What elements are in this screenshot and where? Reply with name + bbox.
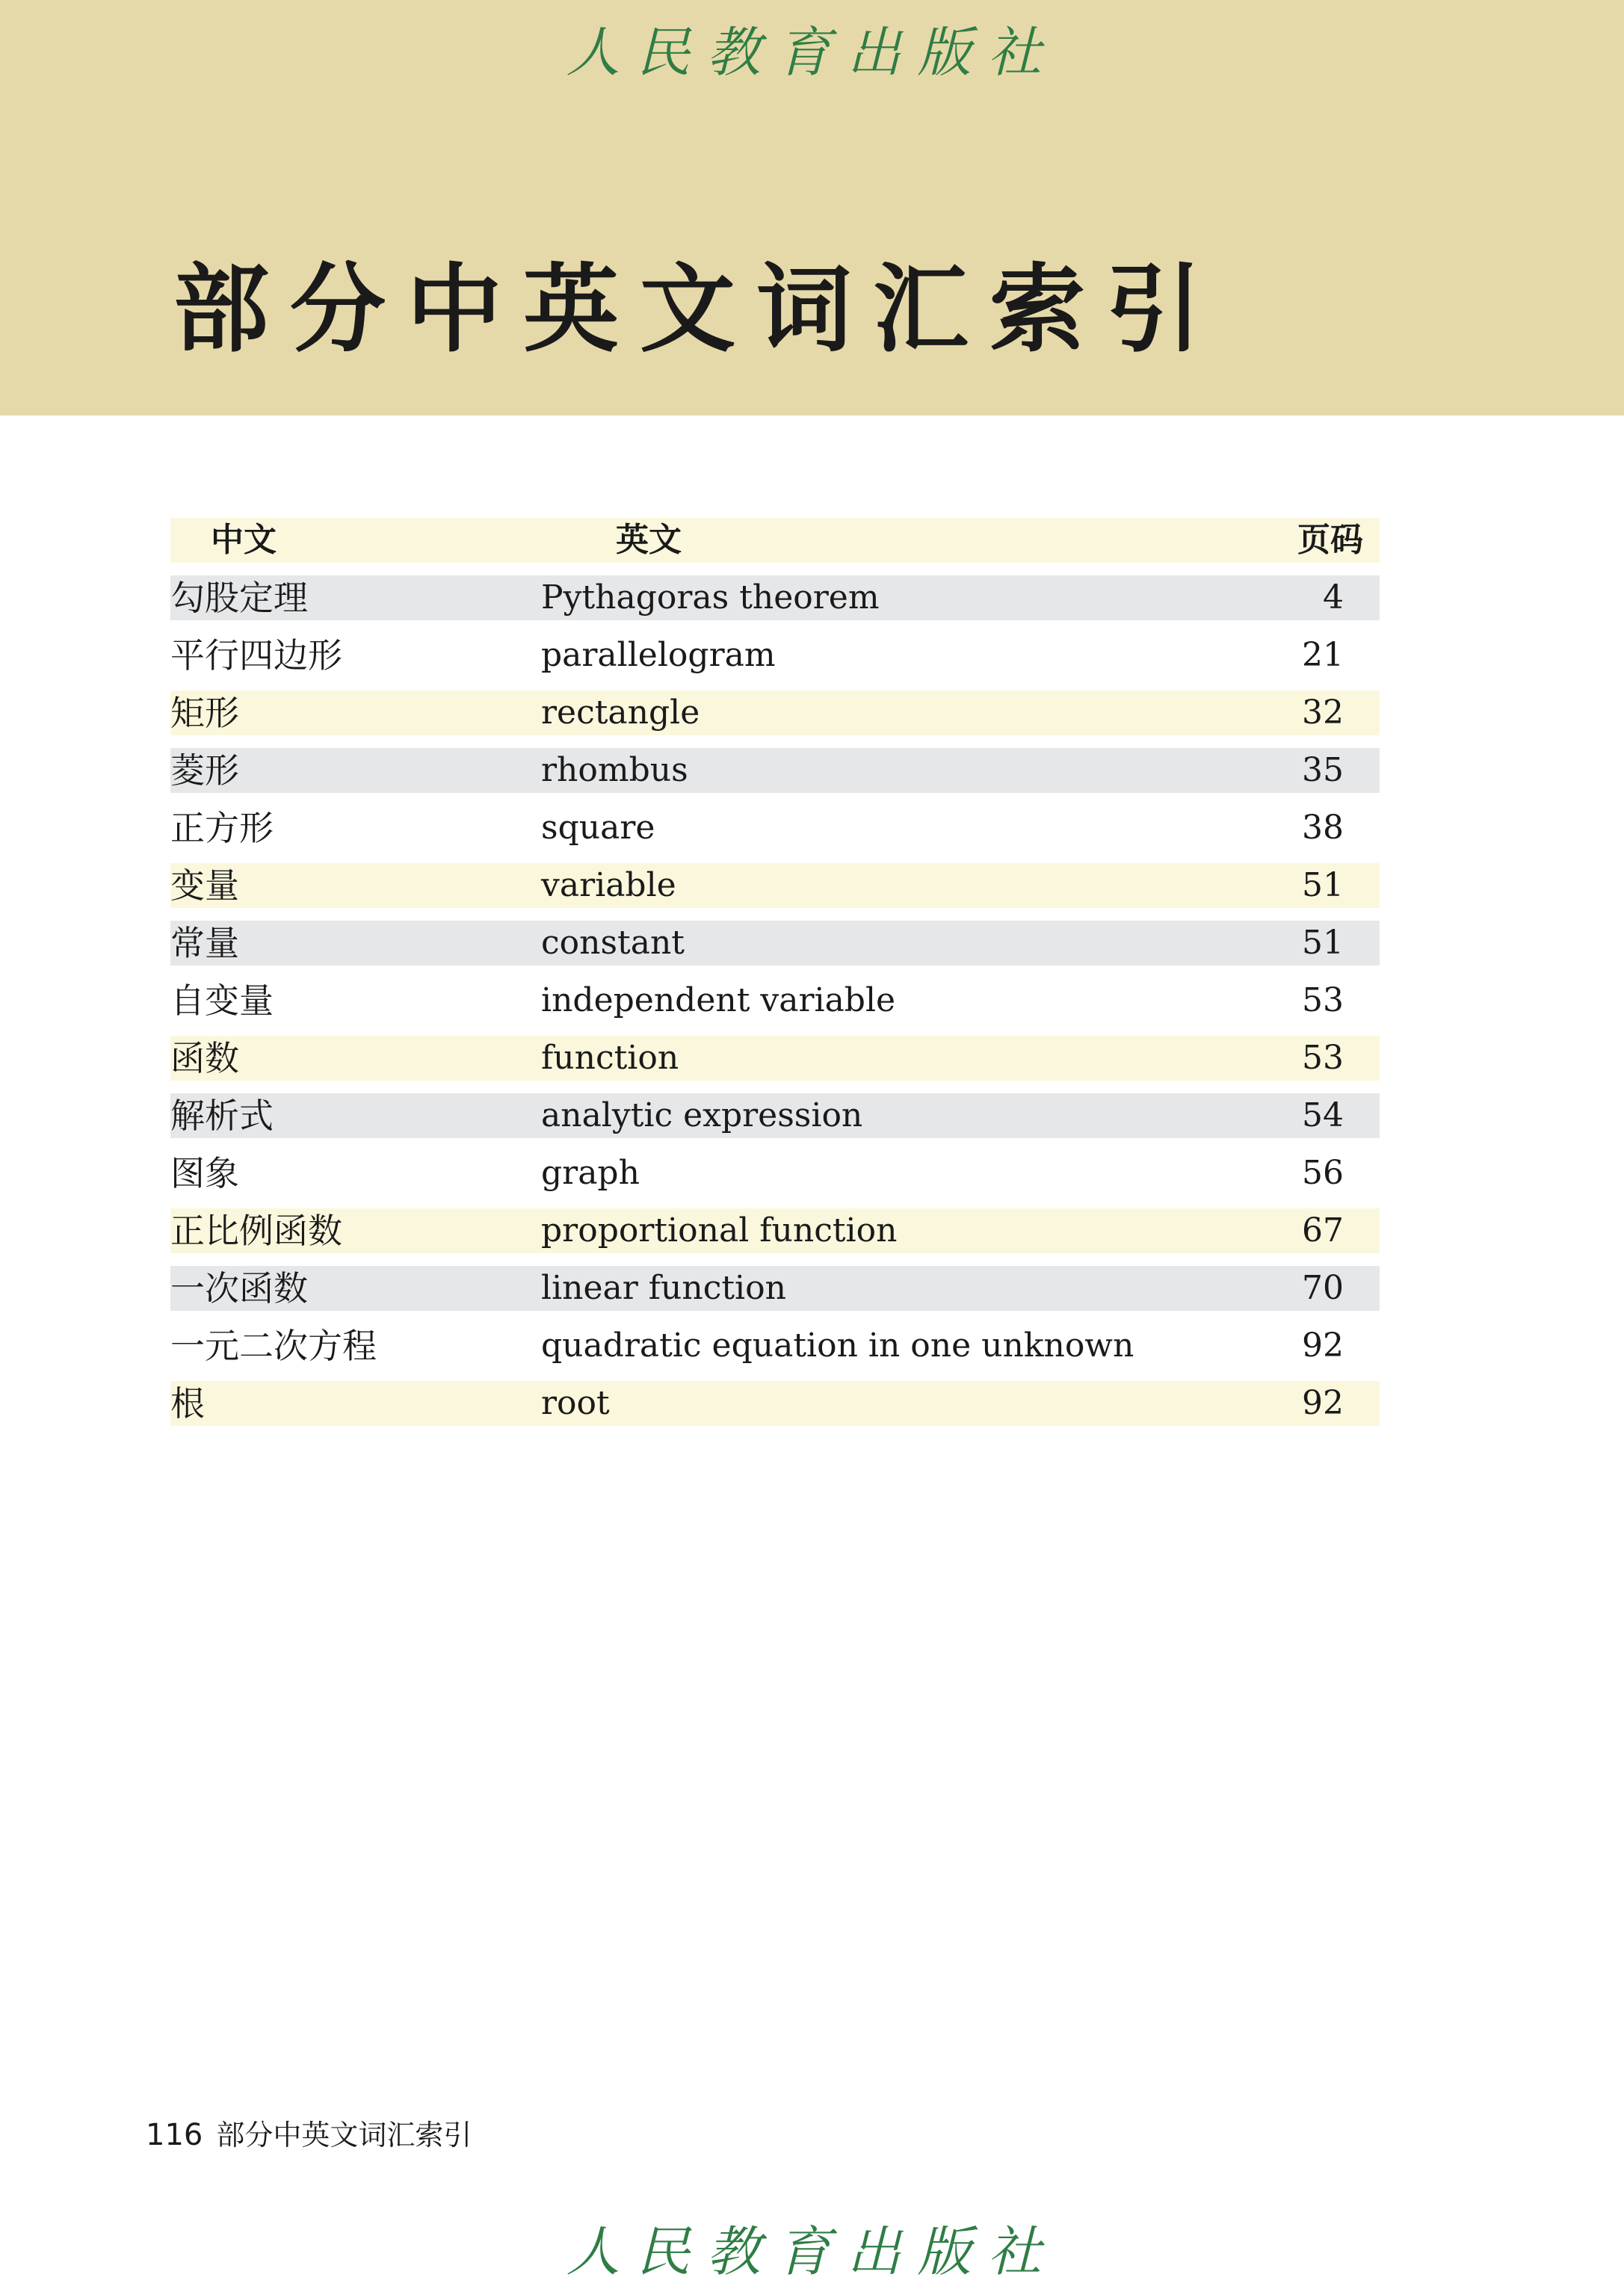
- header-english: 英文: [616, 521, 682, 559]
- term-english: analytic expression: [541, 1096, 863, 1134]
- running-title: 部分中英文词汇索引: [216, 2119, 472, 2152]
- term-page: 56: [1302, 1154, 1344, 1192]
- table-row: [170, 1381, 1380, 1439]
- table-row: [170, 1093, 1380, 1151]
- table-row: [170, 806, 1380, 863]
- table-row: [170, 978, 1380, 1036]
- table-row: [170, 633, 1380, 691]
- page-number: 116: [146, 2118, 203, 2152]
- term-chinese: 自变量: [170, 980, 274, 1021]
- term-chinese: 变量: [170, 865, 239, 906]
- table-row: [170, 1036, 1380, 1093]
- term-english: rectangle: [541, 694, 700, 732]
- term-chinese: 矩形: [170, 693, 239, 733]
- table-row: [170, 1266, 1380, 1323]
- term-english: independent variable: [541, 981, 896, 1019]
- header-chinese: 中文: [211, 521, 277, 559]
- term-page: 38: [1302, 809, 1344, 847]
- publisher-logo: 人民教育出版社: [566, 21, 1058, 84]
- term-page: 70: [1302, 1269, 1344, 1307]
- table-row: [170, 1323, 1380, 1381]
- term-english: function: [541, 1039, 679, 1077]
- term-english: proportional function: [541, 1211, 898, 1250]
- term-page: 92: [1302, 1384, 1344, 1422]
- term-english: quadratic equation in one unknown: [541, 1326, 1134, 1365]
- term-chinese: 常量: [170, 923, 239, 963]
- term-chinese: 正方形: [170, 808, 274, 848]
- term-page: 92: [1302, 1326, 1344, 1365]
- term-english: square: [541, 809, 655, 847]
- term-english: constant: [541, 924, 685, 962]
- term-english: rhombus: [541, 751, 688, 789]
- table-row: [170, 691, 1380, 748]
- term-english: variable: [541, 866, 676, 904]
- term-chinese: 一元二次方程: [170, 1326, 377, 1366]
- term-chinese: 根: [170, 1383, 205, 1424]
- page-title: 部分中英文词汇索引: [173, 253, 1223, 365]
- term-page: 4: [1323, 578, 1344, 617]
- table-header-row: [170, 518, 1380, 575]
- table-row: [170, 1208, 1380, 1266]
- term-english: graph: [541, 1154, 640, 1192]
- page-footer: [146, 2112, 472, 2153]
- term-page: 54: [1302, 1096, 1344, 1134]
- term-chinese: 勾股定理: [170, 578, 308, 618]
- term-page: 53: [1302, 1039, 1344, 1077]
- term-chinese: 解析式: [170, 1096, 274, 1136]
- term-page: 32: [1302, 694, 1344, 732]
- term-english: Pythagoras theorem: [541, 578, 880, 617]
- term-page: 53: [1302, 981, 1344, 1019]
- term-chinese: 平行四边形: [170, 635, 342, 676]
- table-row: [170, 863, 1380, 921]
- term-chinese: 正比例函数: [170, 1211, 342, 1251]
- term-chinese: 函数: [170, 1038, 239, 1078]
- header-page: 页码: [1297, 521, 1363, 559]
- term-english: root: [541, 1384, 610, 1422]
- vocabulary-table: [170, 518, 1380, 1439]
- term-page: 51: [1302, 924, 1344, 962]
- term-chinese: 一次函数: [170, 1268, 308, 1309]
- table-row: [170, 575, 1380, 633]
- term-page: 51: [1302, 866, 1344, 904]
- publisher-logo: 人民教育出版社: [566, 2220, 1058, 2283]
- term-page: 35: [1302, 751, 1344, 789]
- table-row: [170, 748, 1380, 806]
- term-chinese: 菱形: [170, 750, 239, 791]
- term-english: linear function: [541, 1269, 786, 1307]
- term-chinese: 图象: [170, 1153, 239, 1193]
- table-row: [170, 921, 1380, 978]
- term-page: 21: [1302, 636, 1344, 674]
- table-row: [170, 1151, 1380, 1208]
- term-page: 67: [1302, 1211, 1344, 1250]
- term-english: parallelogram: [541, 636, 776, 674]
